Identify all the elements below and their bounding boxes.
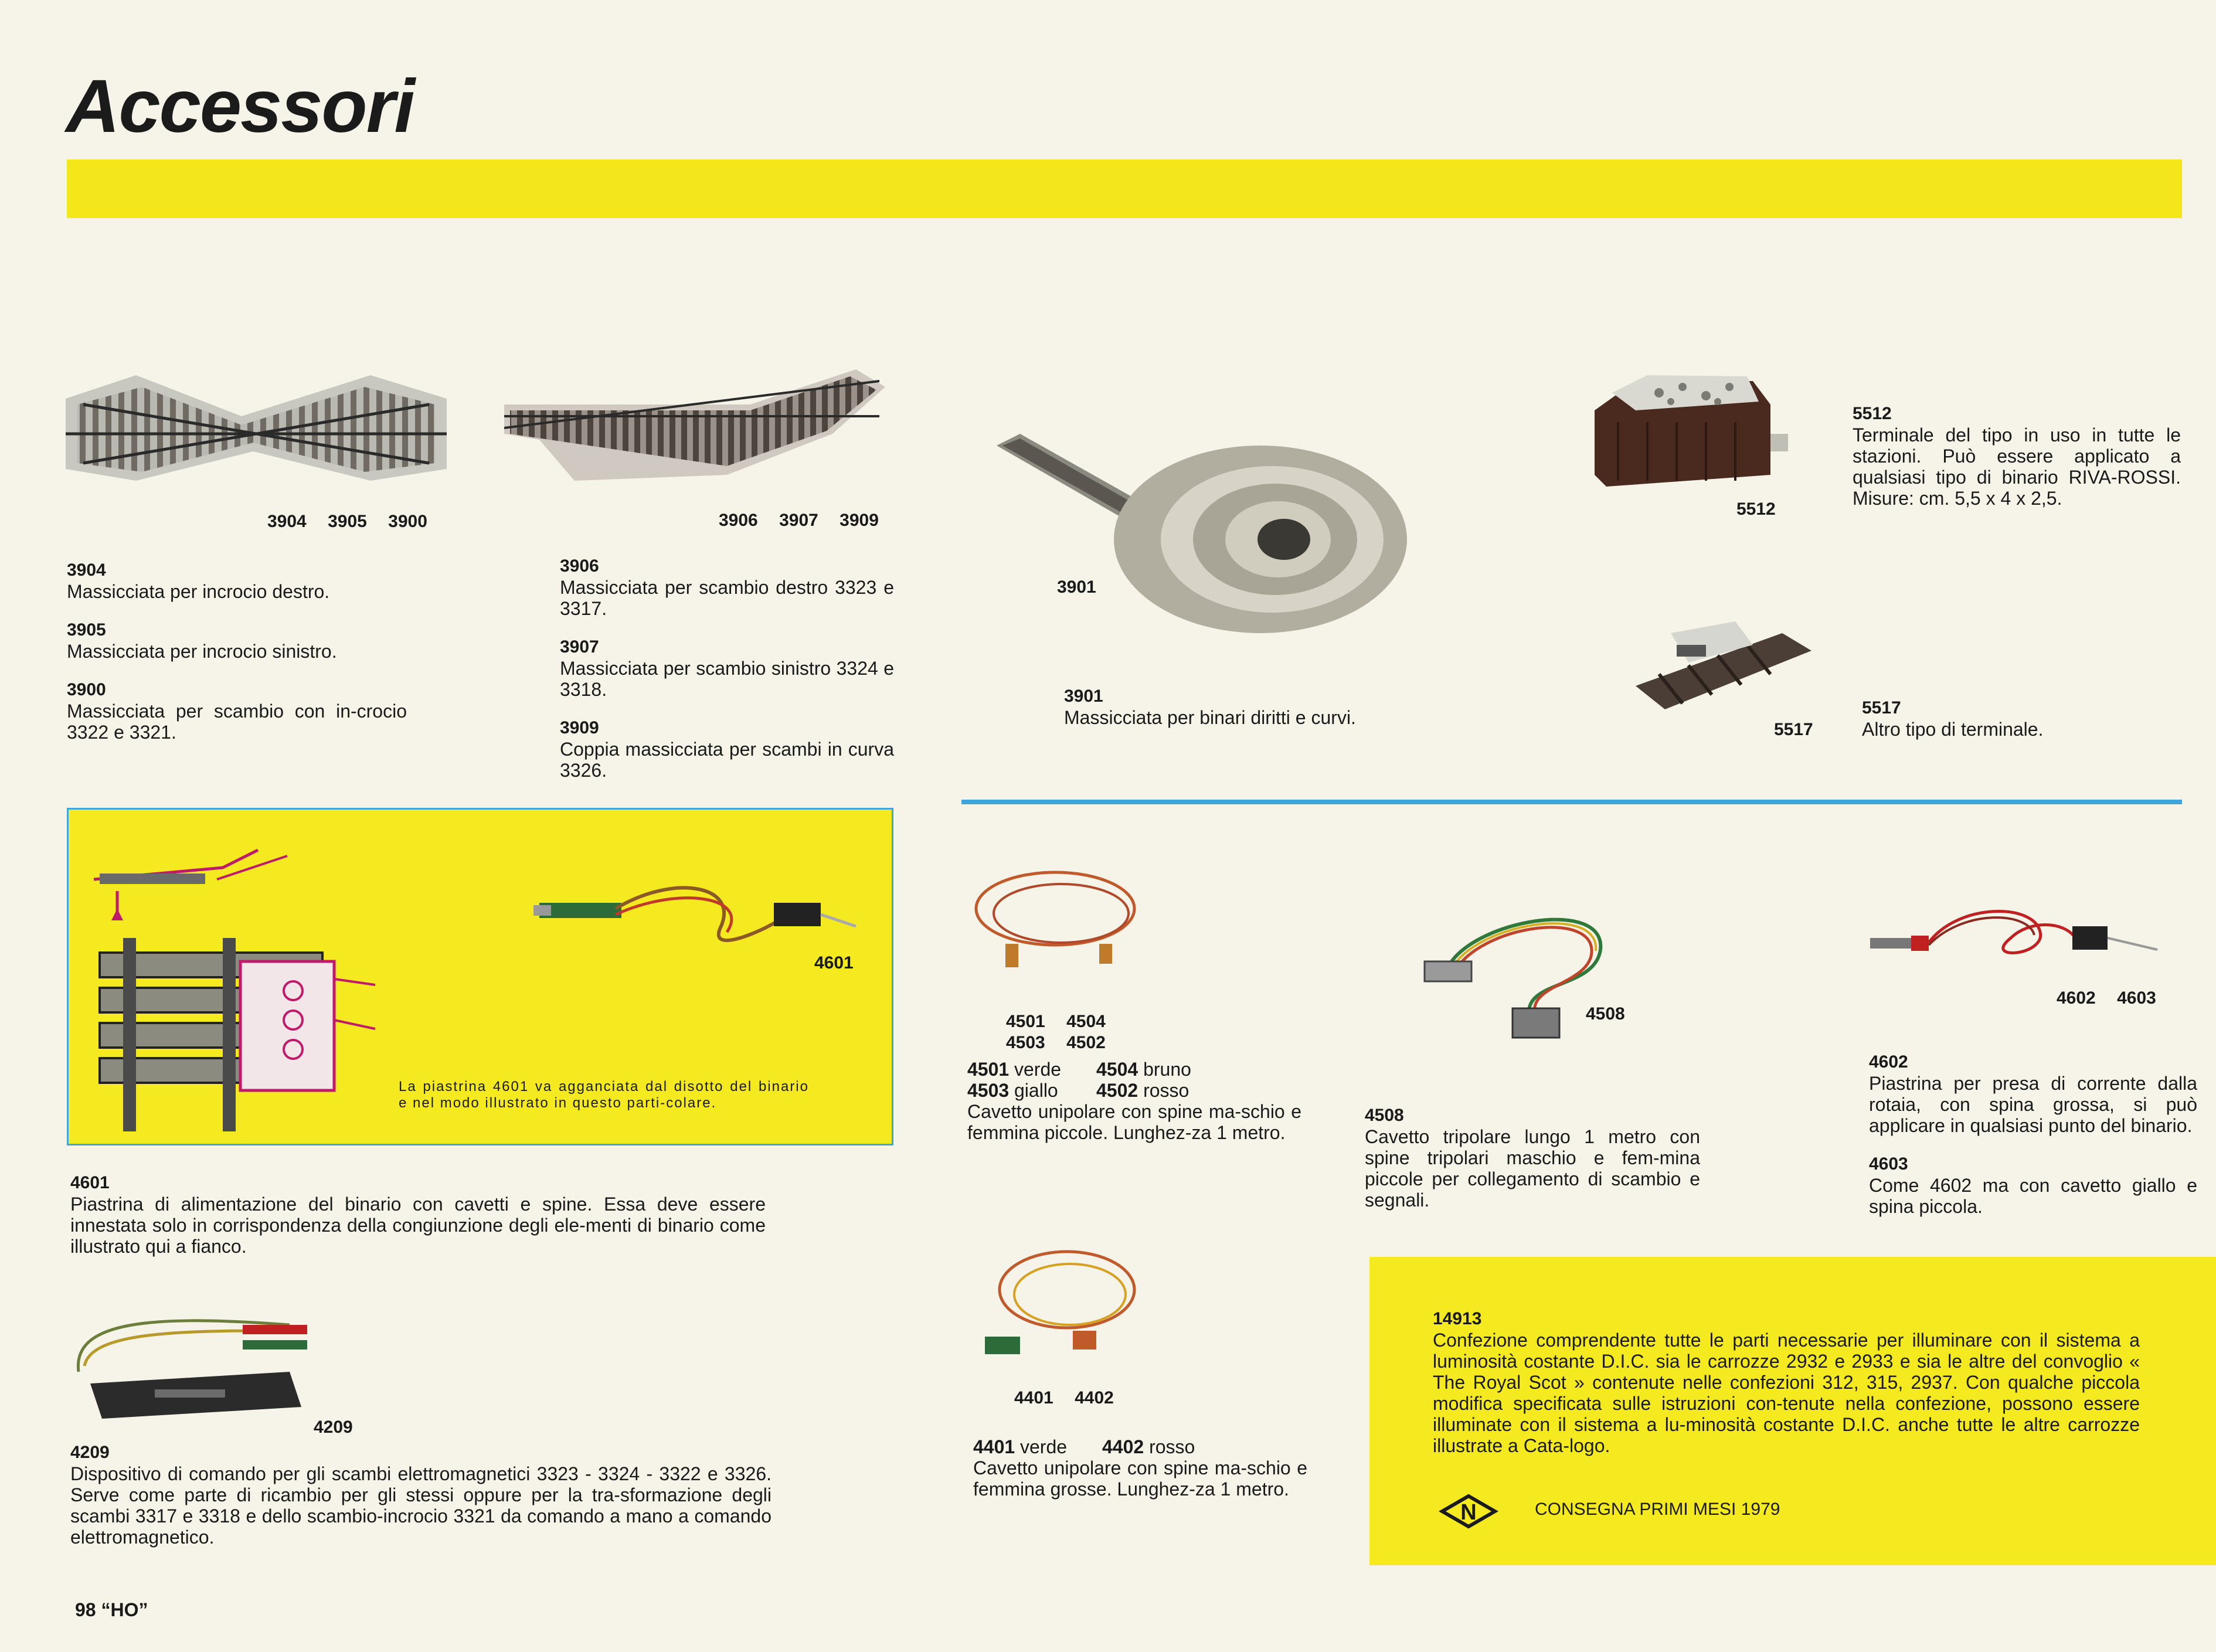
terminal-5517-description: 5517 Altro tipo di terminale.	[1862, 698, 2044, 740]
cable-4501-description: 4501 verde 4504 bruno 4503 giallo 4502 rosso Cavetto unipolare con spine ma-schio e femmina piccole. Lunghez-za 1 metro.	[967, 1059, 1301, 1143]
kit-14913-description: 14913 Confezione comprendente tutte le parti necessarie per illuminare con il sistema a luminosità costante D.I.C. sia le carrozze 2932 e 2933 e sia le altre del convoglio « The Royal Scot » contenute nelle confezioni 312, 315, 2937. Con qualche piccola modifica specificata sulle istruzioni con-tenute nella confezione, possono essere illuminate con il sistema a lu-minosità costante D.I.C. anche tutte le altre carrozze illustrate a Cata-logo.	[1433, 1309, 2140, 1456]
ballast-codes-a: 3904 3905 3900	[267, 512, 427, 531]
cable-4501-image	[967, 862, 1161, 979]
list-item: 3909 Coppia massicciata per scambi in curva 3326.	[560, 718, 894, 781]
list-item: 4603 Come 4602 ma con cavetto giallo e spina piccola.	[1869, 1154, 2197, 1217]
plate-4602-image	[1864, 897, 2169, 979]
title-yellow-bar	[67, 159, 2182, 218]
turnout-ballast-image	[504, 369, 885, 492]
plate-4601-description: 4601 Piastrina di alimentazione del binario con cavetti e spine. Essa deve essere innestata solo in corrispondenza della congiunzione degli ele-menti di binario come illustrato qui a fianco.	[70, 1173, 766, 1257]
label-4602-4603: 4602 4603	[2057, 988, 2156, 1008]
cable-4501-label-1: 4501 4504	[1006, 1012, 1106, 1031]
roll-label: 3901	[1057, 577, 1096, 597]
track-joint-diagram	[82, 844, 410, 1131]
crossing-ballast-image	[66, 363, 447, 487]
ballast-roll-image	[997, 422, 1419, 633]
cable-4401-description: 4401 verde 4402 rosso Cavetto unipolare con spine ma-schio e femmina grosse. Lunghez-za 1 metro.	[973, 1436, 1307, 1500]
terminal-5512-description: 5512 Terminale del tipo in uso in tutte le stazioni. Può essere applicato a qualsiasi tipo di binario RIVA-ROSSI. Misure: cm. 5,5 x 4 x 2,5.	[1853, 404, 2181, 509]
section-divider	[961, 800, 2182, 804]
label-4401-4402: 4401 4402	[1014, 1388, 1114, 1408]
new-product-logo-icon	[1436, 1494, 1501, 1529]
plate-4601-cable-image	[528, 862, 868, 961]
cable-4508-image	[1419, 885, 1618, 1049]
page-footer: 98 “HO”	[75, 1599, 148, 1620]
label-4508: 4508	[1586, 1004, 1625, 1024]
page-title: Accessori	[66, 64, 414, 148]
plate-4601-note: La piastrina 4601 va agganciata dal disotto del binario e nel modo illustrato in questo parti-colare.	[399, 1079, 809, 1111]
cable-4508-description: 4508 Cavetto tripolare lungo 1 metro con spine tripolari maschio e fem-mina piccole per collegamento di scambio e segnali.	[1365, 1106, 1700, 1211]
list-item: 3907 Massicciata per scambio sinistro 3324 e 3318.	[560, 637, 894, 700]
device-4209-image	[67, 1301, 313, 1425]
label-4209: 4209	[314, 1418, 353, 1437]
list-item: 3905 Massicciata per incrocio sinistro.	[67, 620, 337, 662]
new-product-logo-letter: N	[1460, 1500, 1477, 1525]
cable-4501-label-2: 4503 4502	[1006, 1033, 1106, 1052]
label-5512: 5512	[1736, 499, 1776, 519]
ballast-list-a	[67, 560, 407, 760]
cable-4401-colors-row: 4401 verde 4402 rosso	[973, 1436, 1195, 1457]
plate-4602-description	[1869, 1052, 2197, 1235]
device-4209-description: 4209 Dispositivo di comando per gli scambi elettromagnetici 3323 - 3324 - 3322 e 3326. Serve come parte di ricambio per gli stessi oppure per la tra-sformazione degli scambi 3317 e 3318 e dello scambio-incrocio 3321 da comando a mano a comando elettromagnetico.	[70, 1443, 771, 1548]
list-item: 4602 Piastrina per presa di corrente dalla rotaia, con spina grossa, si può applicare in qualsiasi punto del binario.	[1869, 1052, 2197, 1136]
list-item: 3904 Massicciata per incrocio destro.	[67, 560, 330, 602]
delivery-notice: CONSEGNA PRIMI MESI 1979	[1535, 1500, 1780, 1519]
ballast-list-b	[560, 556, 894, 798]
cable-4501-colors-row-2: 4503 giallo 4502 rosso	[967, 1080, 1189, 1101]
label-4601: 4601	[814, 953, 854, 973]
cable-4401-image	[967, 1243, 1143, 1372]
ballast-codes-b: 3906 3907 3909	[719, 511, 879, 530]
list-item: 3900 Massicciata per scambio con in-crocio 3322 e 3321.	[67, 680, 407, 743]
roll-description: 3901 Massicciata per binari diritti e curvi.	[1064, 686, 1356, 728]
label-5517: 5517	[1774, 720, 1813, 739]
cable-4501-colors-row-1: 4501 verde 4504 bruno	[967, 1059, 1191, 1080]
list-item: 3906 Massicciata per scambio destro 3323 e 3317.	[560, 556, 894, 619]
terminal-5512-image	[1583, 369, 1794, 492]
terminal-5517-image	[1636, 610, 1811, 709]
